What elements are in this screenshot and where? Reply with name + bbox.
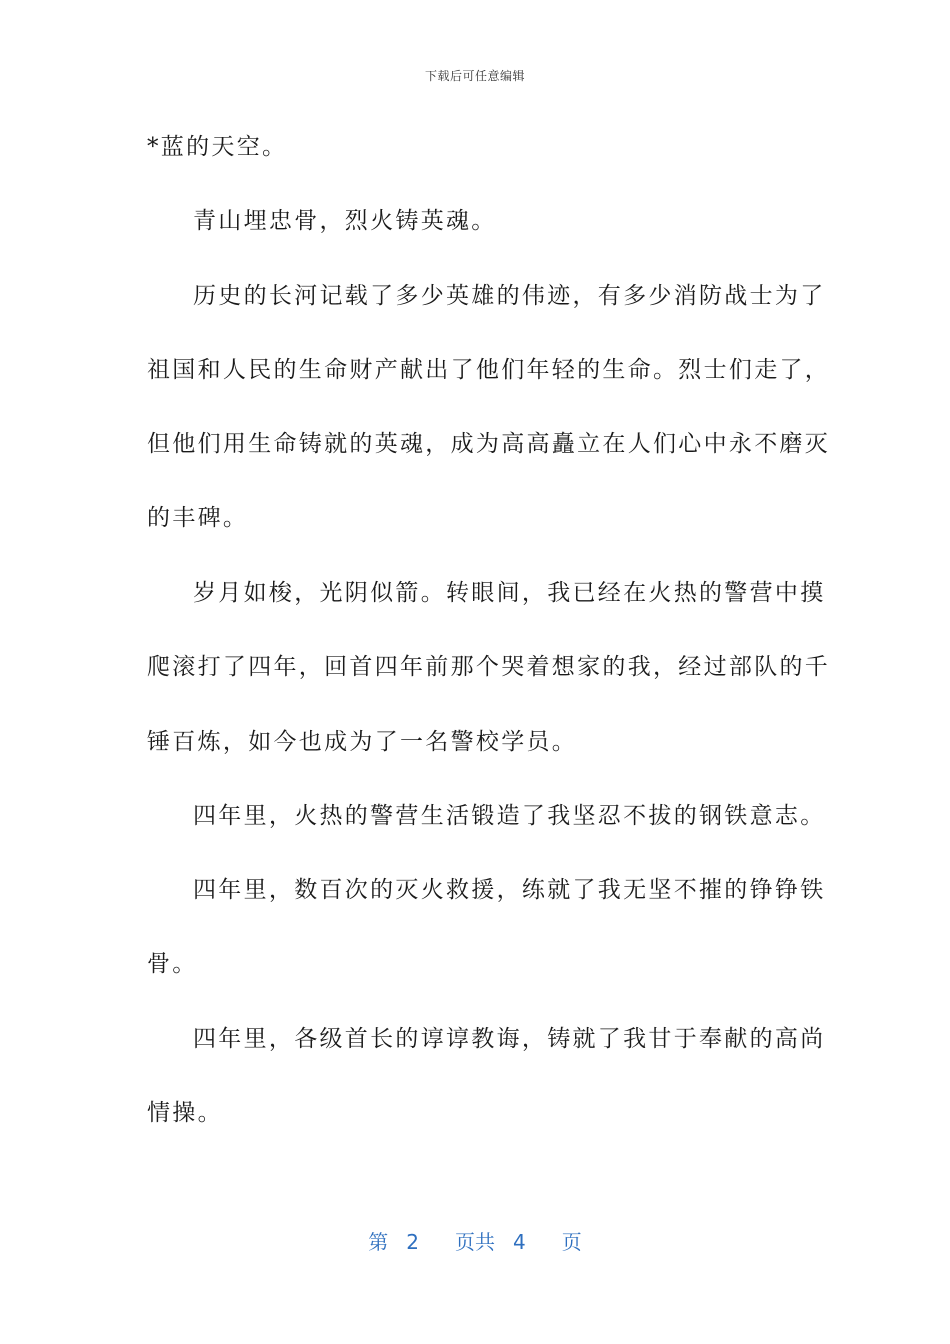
text-line: 锤百炼，如今也成为了一名警校学员。 (147, 729, 578, 755)
text-line: *蓝的天空。 (147, 134, 288, 160)
paragraph-first-line: 四年里，各级首长的谆谆教诲，铸就了我甘于奉献的高尚 (193, 1026, 826, 1052)
text-line: 情操。 (147, 1100, 223, 1126)
page-label-middle: 页共 (455, 1230, 495, 1254)
paragraph-first-line: 四年里，数百次的灭火救援，练就了我无坚不摧的铮铮铁 (193, 877, 826, 903)
paragraph-first-line: 青山埋忠骨，烈火铸英魂。 (193, 208, 497, 234)
text-line: 但他们用生命铸就的英魂，成为高高矗立在人们心中永不磨灭 (147, 431, 831, 457)
page-label-prefix: 第 (368, 1230, 389, 1254)
total-page-number: 4 (513, 1230, 526, 1254)
text-line: 祖国和人民的生命财产献出了他们年轻的生命。烈士们走了， (147, 357, 831, 383)
text-line: 的丰碑。 (147, 505, 249, 531)
text-line: 爬滚打了四年，回首四年前那个哭着想家的我，经过部队的千 (147, 654, 831, 680)
page-header: 下载后可任意编辑 (424, 69, 525, 83)
paragraph-first-line: 四年里，火热的警营生活锻造了我坚忍不拔的钢铁意志。 (193, 803, 826, 829)
page-number-footer (0, 1226, 950, 1255)
paragraph-first-line: 历史的长河记载了多少英雄的伟迹，有多少消防战士为了 (193, 283, 826, 309)
page-label-suffix: 页 (561, 1230, 582, 1254)
current-page-number: 2 (406, 1230, 419, 1254)
paragraph-first-line: 岁月如梭，光阴似箭。转眼间，我已经在火热的警营中摸 (193, 580, 826, 606)
text-line: 骨。 (147, 951, 198, 977)
